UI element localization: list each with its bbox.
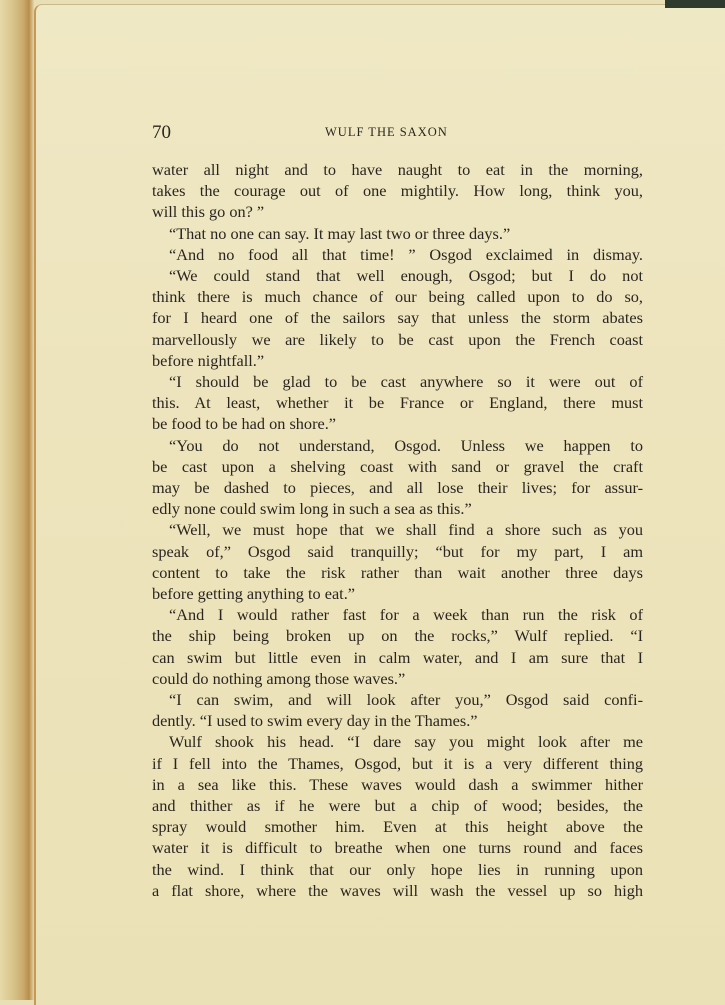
text-line: “You do not understand, Osgod. Unless we happen to: [169, 435, 643, 455]
text-line: and thither as if he were but a chip of wood; besides, the: [152, 796, 643, 815]
text-line: “I can swim, and will look after you,” Osgod said confi-: [169, 690, 643, 709]
text-line: dently. “I used to swim every day in the Thames.”: [152, 711, 478, 731]
running-title: WULF THE SAXON: [325, 125, 448, 139]
book-spine-edge: [0, 0, 34, 1000]
text-line: speak of,” Osgod said tranquilly; “but for my part, I am: [152, 541, 643, 561]
text-line: be cast upon a shelving coast with sand or gravel the craft: [152, 456, 643, 476]
text-line: Wulf shook his head. “I dare say you might look after me: [169, 732, 643, 752]
text-line: if I fell into the Thames, Osgod, but it is a very different thing: [152, 753, 643, 773]
page-number: 70: [152, 122, 171, 143]
text-line: edly none could swim long in such a sea as this.”: [152, 499, 472, 519]
text-line: “And I would rather fast for a week than run the risk of: [169, 605, 643, 625]
text-line: water all night and to have naught to eat in the morning,: [152, 160, 643, 179]
text-line: “I should be glad to be cast anywhere so it were out of: [169, 372, 643, 391]
text-line: “That no one can say. It may last two or three days.”: [169, 223, 511, 243]
text-line: before nightfall.”: [152, 350, 265, 370]
text-line: a flat shore, where the waves will wash the vessel up so high: [152, 880, 643, 900]
text-line: water it is difficult to breathe when one turns round and faces: [152, 838, 643, 858]
text-line: this. At least, whether it be France or England, there must: [152, 393, 643, 413]
text-line: could do nothing among those waves.”: [152, 668, 406, 688]
text-line: for I heard one of the sailors say that unless the storm abates: [152, 308, 643, 328]
text-line: “And no food all that time! ” Osgod exclaimed in dismay.: [169, 244, 643, 264]
text-line: “Well, we must hope that we shall find a shore such as you: [169, 520, 643, 540]
text-line: may be dashed to pieces, and all lose their lives; for assur-: [152, 478, 643, 497]
text-line: can swim but little even in calm water, and I am sure that I: [152, 647, 643, 667]
text-line: think there is much chance of our being called upon to do so,: [152, 287, 643, 307]
text-line: in a sea like this. These waves would dash a swimmer hither: [152, 774, 643, 794]
text-line: will this go on? ”: [152, 202, 265, 222]
text-line: the ship being broken up on the rocks,” Wulf replied. “I: [152, 626, 643, 646]
text-line: marvellously we are likely to be cast upon the French coast: [152, 329, 643, 349]
text-line: spray would smother him. Even at this height above the: [152, 817, 643, 837]
text-line: takes the courage out of one mightily. How long, think you,: [152, 181, 643, 201]
text-line: before getting anything to eat.”: [152, 584, 355, 603]
text-line: be food to be had on shore.”: [152, 414, 337, 434]
text-line: content to take the risk rather than wait another three days: [152, 562, 643, 582]
scan-background-corner: [665, 0, 725, 8]
text-line: “We could stand that well enough, Osgod; but I do not: [169, 266, 643, 285]
text-line: the wind. I think that our only hope lies in running upon: [152, 859, 643, 879]
